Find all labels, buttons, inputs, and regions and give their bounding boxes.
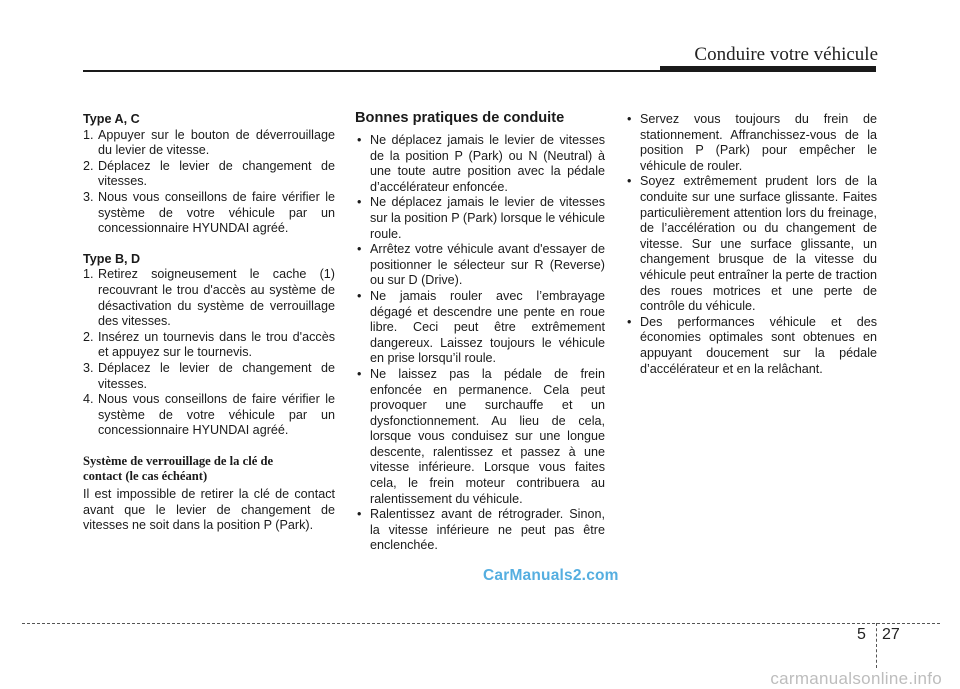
- column-middle: [355, 110, 605, 554]
- header-rule-accent: [660, 66, 876, 72]
- column-right: [625, 112, 877, 377]
- list-item: • Arrêtez votre véhicule avant d'essayer de positionner le sélecteur sur R (Reverse) ou sur D (Drive).: [357, 242, 605, 288]
- list-item: • Ne laissez pas la pédale de frein enfoncée en permanence. Cela peut provoquer une surchauffe et un dysfonctionnement. Au lieu de cela, lorsque vous conduisez sur une longue descente, ralentissez et passez à une vitesse inférieure. Lorsque vous faites cela, le frein moteur contribuera au ralentissement du véhicule.: [357, 366, 605, 506]
- section-title: Bonnes pratiques de conduite: [355, 110, 565, 126]
- page-number: 27: [882, 626, 900, 643]
- type-bd-steps: [83, 267, 335, 439]
- footer-divider: [876, 623, 877, 668]
- type-bd-heading: Type B, D: [83, 251, 141, 266]
- footer-rule: [22, 623, 940, 624]
- site-watermark: carmanualsonline.info: [770, 669, 942, 688]
- key-lock-text: Il est impossible de retirer la clé de contact avant que le levier de changement de vitesses ne soit dans la position P (Park).: [83, 487, 335, 533]
- list-item: 3. Déplacez le levier de changement de vitesses.: [83, 360, 335, 391]
- list-item: 1. Appuyer sur le bouton de déverrouillage du levier de vitesse.: [83, 127, 335, 158]
- driving-tips-list-continued: [625, 112, 877, 377]
- type-ac-heading: Type A, C: [83, 112, 140, 126]
- list-item: • Ralentissez avant de rétrograder. Sinon, la vitesse inférieure ne peut pas être enclenchée.: [357, 507, 605, 553]
- section-number: 5: [857, 626, 866, 643]
- list-item: • Servez vous toujours du frein de stationnement. Affranchissez-vous de la position P (Park) pour empêcher le véhicule de rouler.: [627, 112, 877, 173]
- list-item: • Ne déplacez jamais le levier de vitesses de la position P (Park) ou N (Neutral) à une toute autre position avec la pédale d’accélérateur enfoncée.: [357, 133, 605, 194]
- column-left: [83, 112, 335, 534]
- page-header-title: Conduire votre véhicule: [694, 44, 878, 65]
- type-ac-steps: [83, 128, 335, 237]
- list-item: • Des performances véhicule et des économies optimales sont obtenues en appuyant doucement sur la pédale d’accélérateur et en la relâchant.: [627, 314, 877, 376]
- list-item: • Ne jamais rouler avec l’embrayage dégagé et descendre une pente en roue libre. Ceci peut être extrêmement dangereux. Laissez toujours le véhicule en prise lorsqu’il roule.: [357, 288, 605, 366]
- list-item: 4. Nous vous conseillons de faire vérifier le système de votre véhicule par un concessionnaire HYUNDAI agréé.: [83, 392, 335, 438]
- list-item: 2. Déplacez le levier de changement de vitesses.: [83, 158, 335, 189]
- key-lock-heading: Système de verrouillage de la clé de contact (le cas échéant): [83, 453, 274, 484]
- list-item: • Ne déplacez jamais le levier de vitesses sur la position P (Park) lorsque le véhicule roule.: [357, 195, 605, 241]
- list-item: 2. Insérez un tournevis dans le trou d'accès et appuyez sur le tournevis.: [83, 329, 335, 360]
- list-item: • Soyez extrêmement prudent lors de la conduite sur une surface glissante. Faites particulièrement attention lors du freinage, de l’accélération ou du changement de vitesse. Sur une surface glissante, un changement brusque de la vitesse du véhicule peut entraîner la perte de traction des roues motrices et une perte de contrôle du véhicule.: [627, 174, 877, 314]
- driving-tips-list: [355, 133, 605, 554]
- list-item: 3. Nous vous conseillons de faire vérifier le système de votre véhicule par un concessionnaire HYUNDAI agréé.: [83, 189, 335, 236]
- list-item: 1. Retirez soigneusement le cache (1) recouvrant le trou d'accès au système de désactivation du système de verrouillage des vitesses.: [83, 267, 335, 329]
- watermark-link[interactable]: CarManuals2.com: [483, 567, 619, 584]
